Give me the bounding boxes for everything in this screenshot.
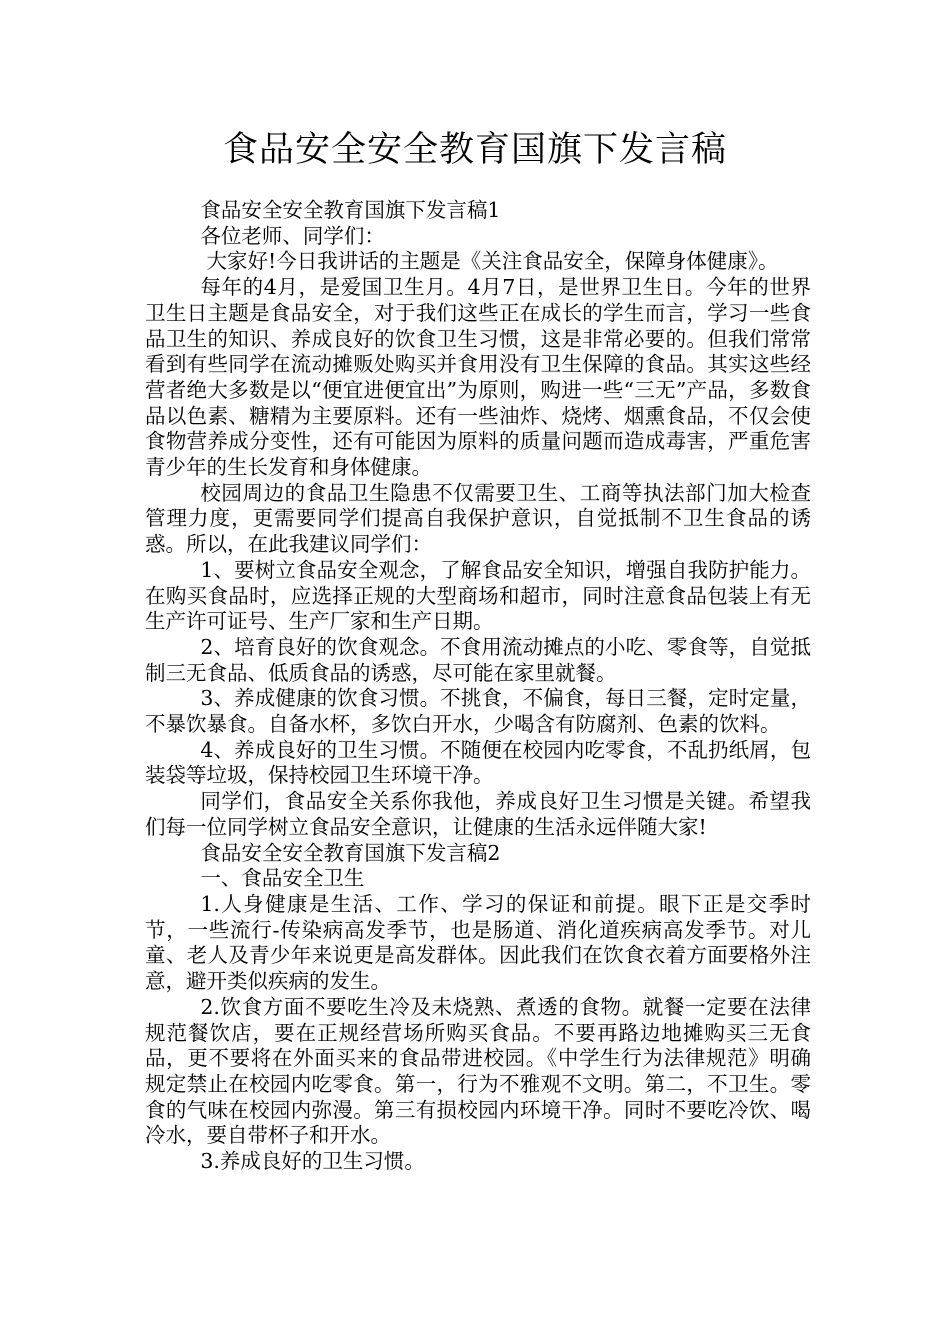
list-item: 3.养成良好的卫生习惯。 [200, 1149, 425, 1174]
document-title: 食品安全安全教育国旗下发言稿 [222, 130, 727, 170]
paragraph: 校园周边的食品卫生隐患不仅需要卫生、工商等执法部门加大检查管理力度，更需要同学们提高自我保护意识，自觉抵制不卫生食品的诱惑。所以，在此我建议同学们： [145, 480, 811, 557]
list-item: 4、养成良好的卫生习惯。不随便在校园内吃零食，不乱扔纸屑，包装袋等垃圾，保持校园卫生环境干净。 [145, 737, 811, 788]
list-item: 1、要树立食品安全观念，了解食品安全知识，增强自我防护能力。在购买食品时，应选择正规的大型商场和超市，同时注意食品包装上有无生产许可证号、生产厂家和生产日期。 [145, 557, 811, 634]
greeting-paragraph: 大家好!今日我讲话的主题是《关注食品安全，保障身体健康》。 [206, 249, 779, 274]
list-item: 2、培育良好的饮食观念。不食用流动摊点的小吃、零食等，自觉抵制三无食品、低质食品的诱惑，尽可能在家里就餐。 [145, 634, 811, 685]
document-body [145, 198, 811, 1175]
list-item: 3、养成健康的饮食习惯。不挑食，不偏食，每日三餐，定时定量，不暴饮暴食。自备水杯，多饮白开水，少喝含有防腐剂、色素的饮料。 [145, 686, 811, 737]
salutation: 各位老师、同学们： [200, 223, 385, 248]
section-heading-2: 食品安全安全教育国旗下发言稿2 [200, 840, 501, 865]
list-item: 1.人身健康是生活、工作、学习的保证和前提。眼下正是交季时节，一些流行-传染病高发季节，也是肠道、消化道疾病高发季节。对儿童、老人及青少年来说更是高发群体。因此我们在饮食衣着方面要格外注意，避开类似疾病的发生。 [145, 891, 811, 994]
list-item: 2.饮食方面不要吃生冷及未烧熟、煮透的食物。就餐一定要在法律规范餐饮店，要在正规经营场所购买食品。不要再路边地摊购买三无食品，更不要将在外面买来的食品带进校园。《中学生行为法律规范》明确规定禁止在校园内吃零食。第一，行为不雅观不文明。第二，不卫生。零食的气味在校园内弥漫。第三有损校园内环境干净。同时不要吃冷饮、喝冷水，要自带杯子和开水。 [145, 994, 811, 1148]
section-heading-1: 食品安全安全教育国旗下发言稿1 [200, 198, 501, 222]
paragraph: 同学们，食品安全关系你我他，养成良好卫生习惯是关键。希望我们每一位同学树立食品安全意识，让健康的生活永远伴随大家! [145, 789, 811, 839]
paragraph: 每年的4月，是爱国卫生月。4月7日，是世界卫生日。今年的世界卫生日主题是食品安全，对于我们这些正在成长的学生而言，学习一些食品卫生的知识、养成良好的饮食卫生习惯，这是非常必要的。但我们常常看到有些同学在流动摊贩处购买并食用没有卫生保障的食品。其实这些经营者绝大多数是以“便宜进便宜出”为原则，购进一些“三无”产品，多数食品以色素、糖精为主要原料。还有一些油炸、烧烤、烟熏食品，不仅会使食物营养成分变性，还有可能因为原料的质量问题而造成毒害，严重危害青少年的生长发育和身体健康。 [145, 275, 811, 480]
subsection-heading: 一、食品安全卫生 [200, 866, 365, 891]
